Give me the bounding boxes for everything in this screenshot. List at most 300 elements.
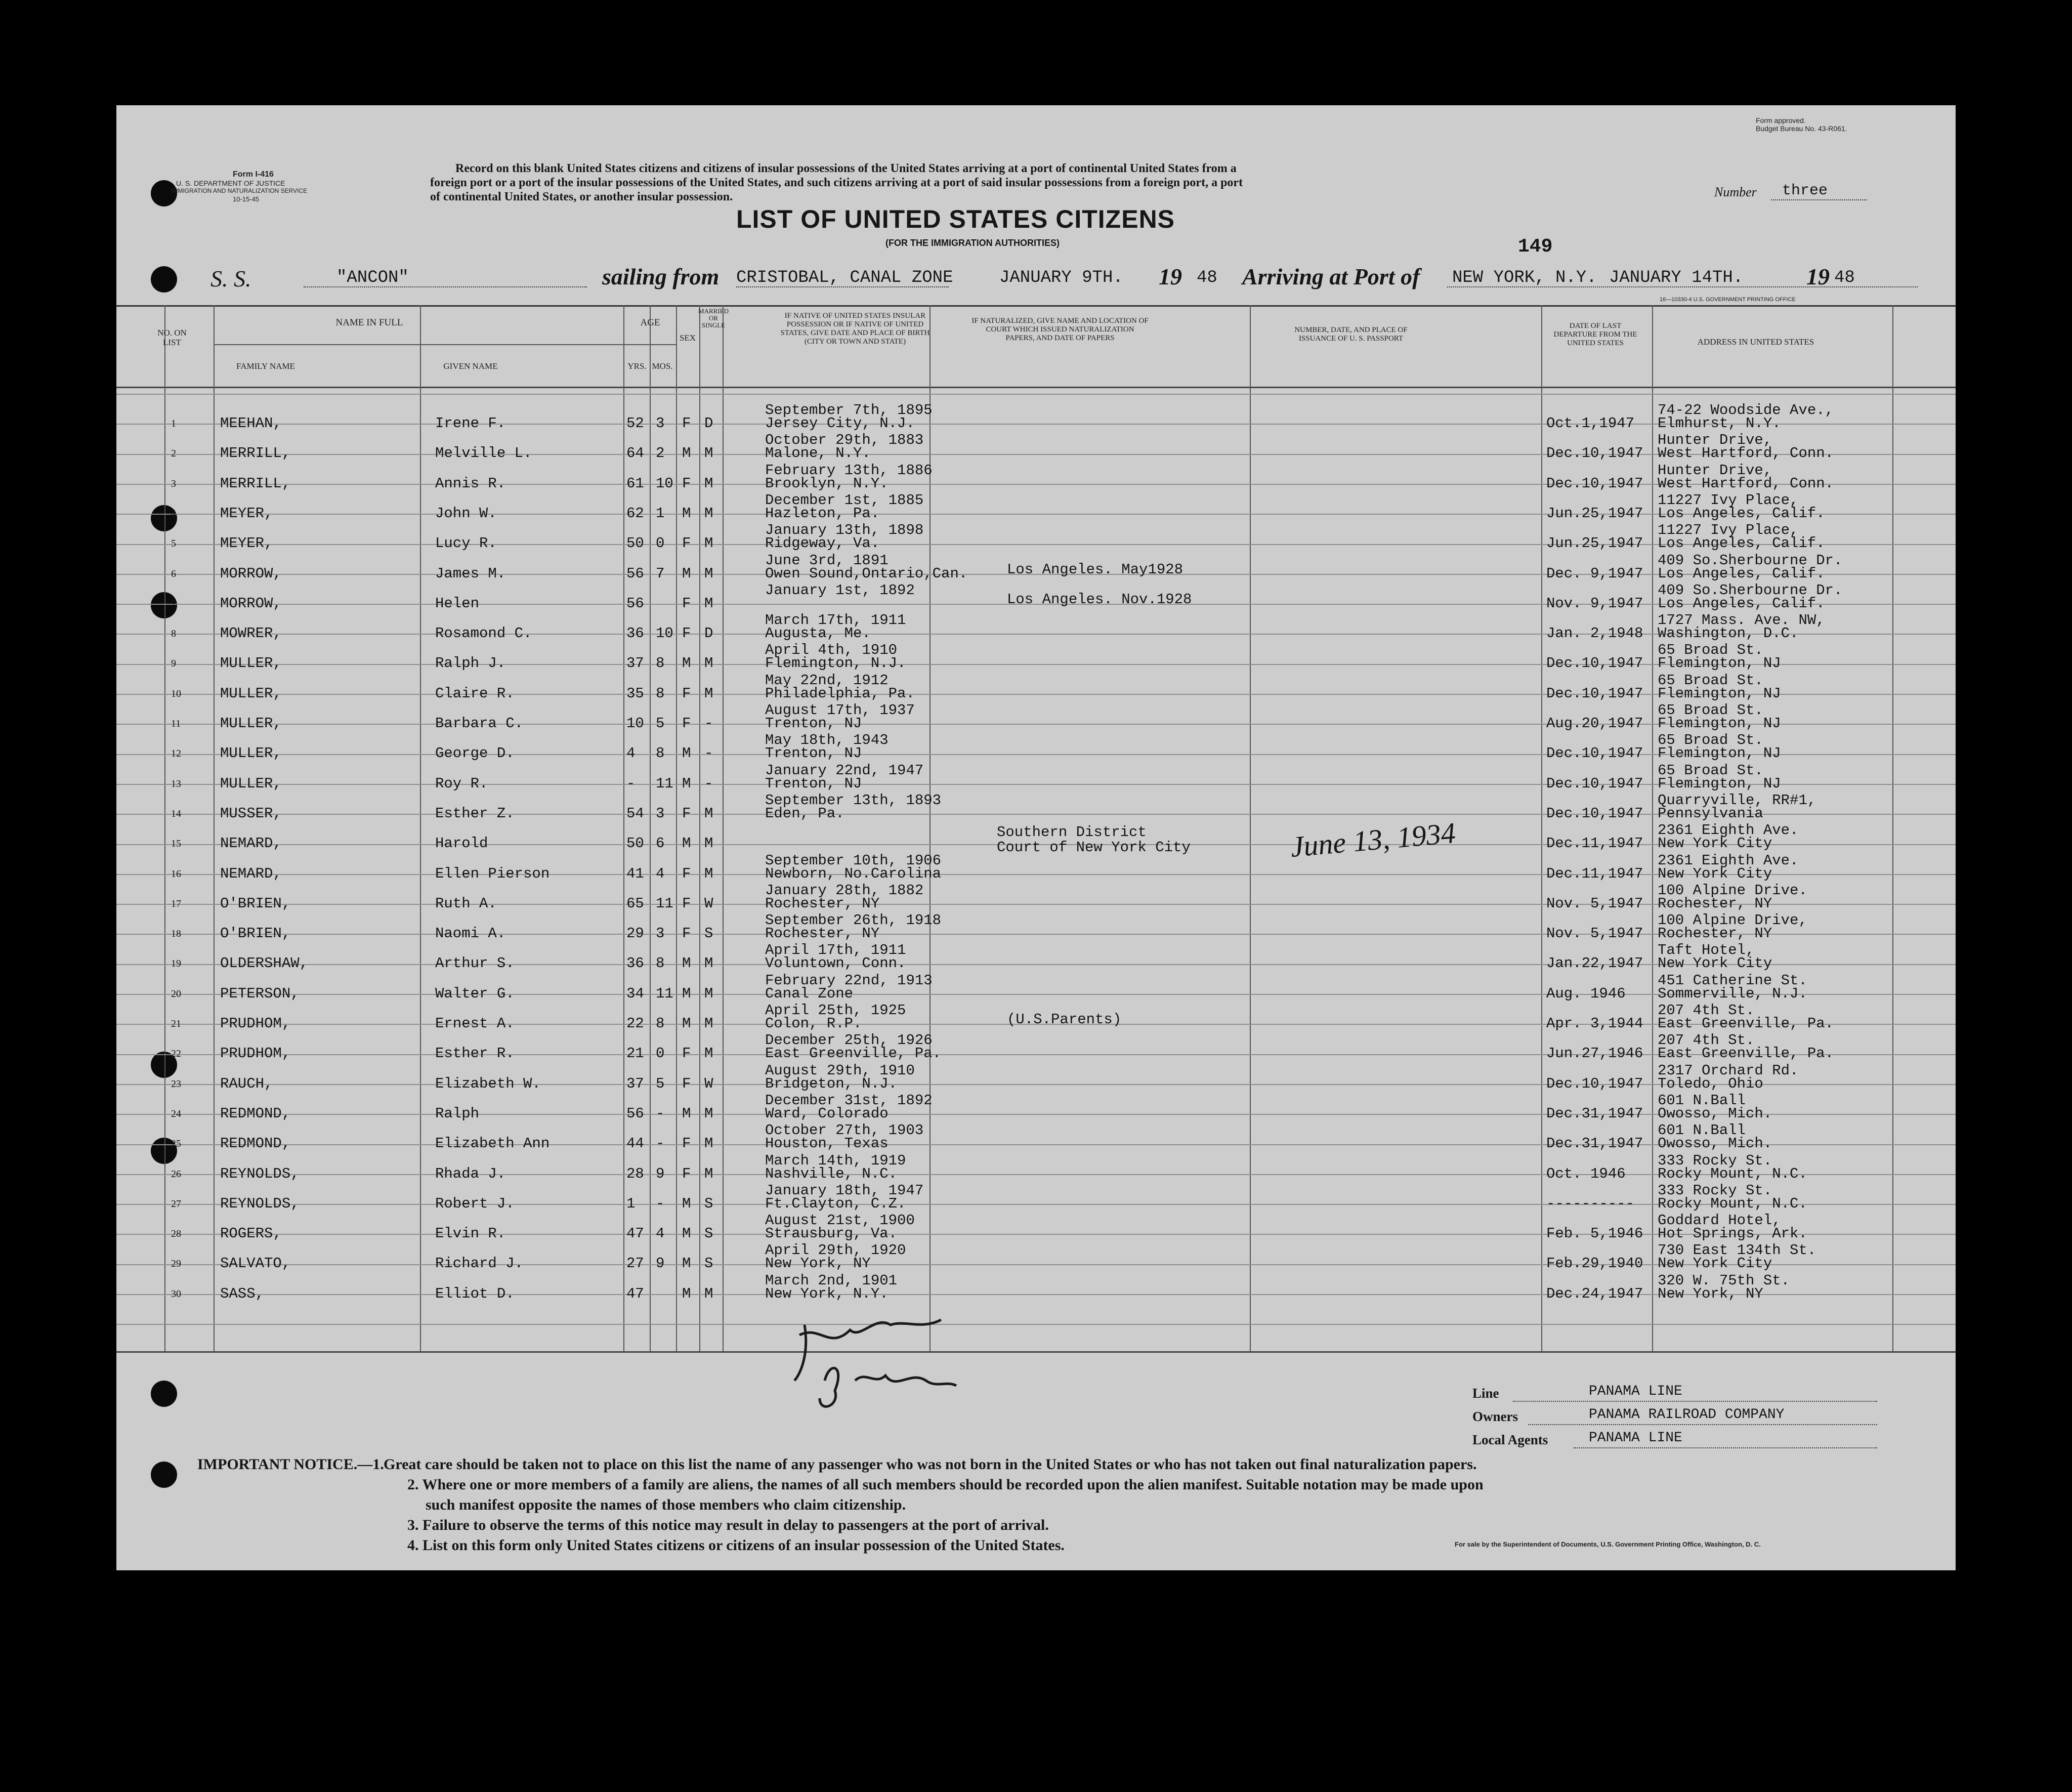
birth-date: April 4th, 1910 [765, 642, 898, 658]
age-months: 3 [656, 805, 665, 822]
ship-underline [304, 286, 587, 287]
sex: M [682, 955, 691, 972]
age-years: 36 [626, 955, 644, 972]
number-label: Number [1714, 185, 1757, 199]
row-number: 13 [171, 778, 181, 789]
family-name: MORROW, [220, 565, 282, 582]
address-city: Owosso, Mich. [1658, 1105, 1772, 1122]
row-number: 10 [171, 688, 181, 699]
departure-date: Dec.11,1947 [1546, 835, 1643, 852]
departure-date: Jan. 2,1948 [1546, 625, 1643, 642]
number-underline [1771, 199, 1867, 200]
column-divider [1892, 305, 1893, 1351]
address-city: Hot Springs, Ark. [1658, 1225, 1807, 1242]
printing-note: For sale by the Superintendent of Documents, U.S. Government Printing Office, Washington, D. C. [1455, 1540, 1761, 1548]
agents-label: Local Agents [1472, 1432, 1548, 1447]
birth-place: Eden, Pa. [765, 805, 844, 822]
marital-status: M [704, 1135, 713, 1152]
address-city: East Greenville, Pa. [1658, 1015, 1834, 1032]
sex: M [682, 835, 691, 852]
row-number: 12 [171, 748, 181, 759]
age-years: 21 [626, 1045, 644, 1062]
address-street: 2361 Eighth Ave. [1658, 822, 1799, 839]
departure-date: Dec.31,1947 [1546, 1105, 1643, 1122]
instructions-line3: of continental United States, or another insular possession. [430, 190, 733, 203]
owners-value: PANAMA RAILROAD COMPANY [1589, 1407, 1785, 1423]
address-city: West Hartford, Conn. [1658, 445, 1834, 462]
address-street: 65 Broad St. [1658, 672, 1763, 689]
marital-status: W [704, 895, 713, 912]
header-passport: NUMBER, DATE, AND PLACE OF ISSUANCE OF U. S. PASSPORT [1294, 326, 1408, 343]
row-rule [116, 394, 1956, 395]
age-months: 7 [656, 565, 665, 582]
address-street: 333 Rocky St. [1658, 1152, 1772, 1169]
age-years: 56 [626, 1105, 644, 1122]
family-name: REYNOLDS, [220, 1165, 300, 1182]
birth-date: February 22nd, 1913 [765, 972, 933, 989]
birth-place: New York, NY [765, 1255, 871, 1272]
departure-date: Jun.25,1947 [1546, 535, 1643, 552]
page-number: 149 [1518, 236, 1553, 258]
given-name: Robert J. [435, 1195, 515, 1212]
departure-date: Dec.10,1947 [1546, 655, 1643, 672]
marital-status: M [704, 835, 713, 852]
birth-place: New York, N.Y. [765, 1285, 889, 1302]
header-yrs: YRS. [627, 361, 647, 371]
address-city: Pennsylvania [1658, 805, 1763, 822]
birth-place: Bridgeton, N.J. [765, 1075, 898, 1092]
address-city: East Greenville, Pa. [1658, 1045, 1834, 1062]
marital-status: M [704, 865, 713, 882]
notice-4: 4. List on this form only United States citizens or citizens of an insular possession of the United States. [407, 1537, 1065, 1554]
age-months: 8 [656, 955, 665, 972]
notice-1: Great care should be taken not to place on this list the name of any passenger who was not born in the United States or who has not taken out final naturalization papers. [384, 1456, 1477, 1473]
header-name: NAME IN FULL [335, 317, 403, 328]
address-street: 74-22 Woodside Ave., [1658, 402, 1834, 419]
marital-status: - [704, 745, 713, 762]
sex: F [682, 1165, 691, 1182]
header-mos: MOS. [652, 361, 673, 371]
departure-date: Dec. 9,1947 [1546, 565, 1643, 582]
birth-date: January 18th, 1947 [765, 1182, 924, 1199]
age-months: 0 [656, 1045, 665, 1062]
age-months: 8 [656, 685, 665, 702]
address-street: 1727 Mass. Ave. NW, [1658, 612, 1825, 629]
birth-date: June 3rd, 1891 [765, 552, 889, 569]
family-name: MUSSER, [220, 805, 282, 822]
header-birth: IF NATIVE OF UNITED STATES INSULAR POSSESSION OR IF NATIVE OF UNITED STATES, GIVE DATE AND PLACE OF BIRTH (CITY OR TOWN AND STATE) [780, 312, 930, 346]
header-naturalized: IF NATURALIZED, GIVE NAME AND LOCATION OF COURT WHICH ISSUED NATURALIZATION PAPERS, AND DATE OF PAPERS [971, 317, 1149, 342]
address-street: 601 N.Ball [1658, 1092, 1746, 1109]
row-number: 29 [171, 1258, 181, 1269]
line-value: PANAMA LINE [1589, 1384, 1682, 1399]
departure-date: Dec.31,1947 [1546, 1135, 1643, 1152]
marital-status: M [704, 565, 713, 582]
address-street: 2361 Eighth Ave. [1658, 852, 1799, 869]
row-number: 4 [171, 508, 176, 519]
birth-place: Strausburg, Va. [765, 1225, 898, 1242]
arrival-underline [1447, 286, 1918, 287]
marital-status: M [704, 805, 713, 822]
age-months: 0 [656, 535, 665, 552]
departure-date: Dec.10,1947 [1546, 1075, 1643, 1092]
marital-status: M [704, 1165, 713, 1182]
address-street: 409 So.Sherbourne Dr. [1658, 552, 1843, 569]
given-name: George D. [435, 745, 515, 762]
birth-place: Houston, Texas [765, 1135, 889, 1152]
age-years: 1 [626, 1195, 636, 1212]
punch-hole [151, 1381, 177, 1407]
sex: M [682, 1255, 691, 1272]
address-street: Hunter Drive, [1658, 432, 1772, 448]
birth-date: August 29th, 1910 [765, 1062, 915, 1079]
printing-code: 16—10330-4 U.S. GOVERNMENT PRINTING OFFICE [1660, 297, 1796, 303]
marital-status: D [704, 625, 713, 642]
address-city: Flemington, NJ [1658, 715, 1781, 732]
birth-place: Hazleton, Pa. [765, 505, 880, 522]
marital-status: M [704, 445, 713, 462]
marital-status: D [704, 415, 713, 432]
given-name: Barbara C. [435, 715, 524, 732]
age-years: 34 [626, 985, 644, 1002]
family-name: PRUDHOM, [220, 1045, 291, 1062]
age-years: 61 [626, 475, 644, 492]
address-city: Rochester, NY [1658, 925, 1772, 942]
notice-label: IMPORTANT NOTICE.—1. [197, 1456, 384, 1473]
row-number: 5 [171, 538, 176, 549]
age-years: 36 [626, 625, 644, 642]
family-name: MEYER, [220, 535, 273, 552]
departure-date: Nov. 5,1947 [1546, 925, 1643, 942]
family-name: O'BRIEN, [220, 895, 291, 912]
family-name: MULLER, [220, 745, 282, 762]
address-street: 65 Broad St. [1658, 642, 1763, 658]
age-months: 4 [656, 865, 665, 882]
departure-date: Oct.1,1947 [1546, 415, 1635, 432]
header-family-name: FAMILY NAME [236, 361, 295, 371]
address-city: Flemington, NJ [1658, 685, 1781, 702]
marital-status: M [704, 595, 713, 612]
given-name: Elizabeth W. [435, 1075, 541, 1092]
column-divider [1250, 305, 1251, 1351]
age-years: 56 [626, 565, 644, 582]
departure-date: Jun.27,1946 [1546, 1045, 1643, 1062]
birth-date: April 25th, 1925 [765, 1002, 906, 1019]
given-name: Elliot D. [435, 1285, 515, 1302]
family-name: MEEHAN, [220, 415, 282, 432]
birth-date: May 18th, 1943 [765, 732, 889, 748]
family-name: REYNOLDS, [220, 1195, 300, 1212]
arrival-year-suffix: 48 [1834, 268, 1855, 287]
marital-status: S [704, 1255, 713, 1272]
header-address: ADDRESS IN UNITED STATES [1697, 337, 1814, 347]
birth-date: October 27th, 1903 [765, 1122, 924, 1139]
sex: F [682, 595, 691, 612]
sex: M [682, 745, 691, 762]
departure-date: Dec.10,1947 [1546, 475, 1643, 492]
agents-value: PANAMA LINE [1589, 1430, 1682, 1446]
birth-place: Canal Zone [765, 985, 854, 1002]
form-id: Form I-416 [233, 170, 274, 179]
birth-place: Brooklyn, N.Y. [765, 475, 889, 492]
departure-date: Oct. 1946 [1546, 1165, 1626, 1182]
age-months: - [656, 1135, 665, 1152]
departure-date: Dec.10,1947 [1546, 445, 1643, 462]
family-name: PRUDHOM, [220, 1015, 291, 1032]
birth-place: Jersey City, N.J. [765, 415, 915, 432]
age-months: 8 [656, 655, 665, 672]
service: IMMIGRATION AND NATURALIZATION SERVICE [171, 187, 308, 194]
address-street: 730 East 134th St. [1658, 1242, 1816, 1259]
address-city: Rochester, NY [1658, 895, 1772, 912]
sailing-from-underline [736, 286, 949, 287]
sex: M [682, 655, 691, 672]
address-street: 207 4th St. [1658, 1002, 1755, 1019]
address-city: West Hartford, Conn. [1658, 475, 1834, 492]
age-years: 56 [626, 595, 644, 612]
birth-place: Trenton, NJ [765, 715, 862, 732]
address-street: 333 Rocky St. [1658, 1182, 1772, 1199]
age-months: 1 [656, 505, 665, 522]
address-street: 65 Broad St. [1658, 702, 1763, 719]
column-divider [420, 305, 421, 1351]
family-name: MERRILL, [220, 475, 291, 492]
departure-date: ---------- [1546, 1195, 1635, 1212]
given-name: Lucy R. [435, 535, 497, 552]
table-bottom-border [116, 1351, 1956, 1353]
age-months: 4 [656, 1225, 665, 1242]
family-name: MULLER, [220, 775, 282, 792]
age-months: 10 [656, 625, 673, 642]
sex: M [682, 1285, 691, 1302]
birth-place: East Greenville, Pa. [765, 1045, 942, 1062]
sex: M [682, 565, 691, 582]
birth-date: February 13th, 1886 [765, 462, 933, 479]
sex: M [682, 1015, 691, 1032]
address-street: 100 Alpine Drive, [1658, 912, 1807, 929]
sailing-date: JANUARY 9TH. [999, 268, 1123, 287]
row-number: 24 [171, 1108, 181, 1119]
birth-date: December 25th, 1926 [765, 1032, 933, 1049]
family-name: RAUCH, [220, 1075, 273, 1092]
row-number: 9 [171, 658, 176, 669]
sex: M [682, 505, 691, 522]
birth-date: October 29th, 1883 [765, 432, 924, 448]
family-name: MULLER, [220, 655, 282, 672]
address-city: Owosso, Mich. [1658, 1135, 1772, 1152]
marital-status: M [704, 1285, 713, 1302]
naturalization-court: Los Angeles. Nov.1928 [1007, 591, 1192, 608]
birth-place: Ward, Colorado [765, 1105, 889, 1122]
family-name: MORROW, [220, 595, 282, 612]
age-years: 50 [626, 535, 644, 552]
age-years: 29 [626, 925, 644, 942]
departure-date: Aug.20,1947 [1546, 715, 1643, 732]
row-number: 6 [171, 568, 176, 579]
row-number: 2 [171, 448, 176, 459]
given-name: Rhada J. [435, 1165, 506, 1182]
instructions-line1: Record on this blank United States citizens and citizens of insular possessions of the United States arriving at a port of continental United States from a [455, 162, 1237, 175]
address-city: Los Angeles, Calif. [1658, 595, 1825, 612]
birth-date: April 29th, 1920 [765, 1242, 906, 1259]
birth-place: Rochester, NY [765, 925, 880, 942]
age-years: 52 [626, 415, 644, 432]
given-name: Annis R. [435, 475, 506, 492]
departure-date: Nov. 9,1947 [1546, 595, 1643, 612]
address-street: Quarryville, RR#1, [1658, 792, 1816, 809]
sailing-from: CRISTOBAL, CANAL ZONE [736, 268, 953, 287]
budget-bureau: Budget Bureau No. 43-R061. [1756, 124, 1847, 133]
given-name: Naomi A. [435, 925, 506, 942]
sex: M [682, 1225, 691, 1242]
handwritten-passport-date: June 13, 1934 [1289, 816, 1457, 864]
age-months: 2 [656, 445, 665, 462]
age-months: 5 [656, 1075, 665, 1092]
family-name: OLDERSHAW, [220, 955, 309, 972]
address-city: New York City [1658, 835, 1772, 852]
address-street: 11227 Ivy Place, [1658, 522, 1799, 538]
column-divider [1652, 305, 1653, 1351]
departure-date: Feb. 5,1946 [1546, 1225, 1643, 1242]
row-number: 22 [171, 1048, 181, 1059]
column-divider [623, 305, 624, 1351]
birth-date: January 13th, 1898 [765, 522, 924, 538]
arrival-port: NEW YORK, N.Y. [1452, 268, 1597, 287]
age-years: 47 [626, 1225, 644, 1242]
departure-date: Aug. 1946 [1546, 985, 1626, 1002]
address-city: Flemington, NJ [1658, 775, 1781, 792]
row-number: 16 [171, 868, 181, 880]
address-city: Washington, D.C. [1658, 625, 1799, 642]
birth-place: Augusta, Me. [765, 625, 871, 642]
marital-status: S [704, 1195, 713, 1212]
birth-place: Ft.Clayton, C.Z. [765, 1195, 906, 1212]
age-years: 35 [626, 685, 644, 702]
marital-status: S [704, 1225, 713, 1242]
age-years: 22 [626, 1015, 644, 1032]
birth-date: September 26th, 1918 [765, 912, 942, 929]
owners-label: Owners [1472, 1409, 1518, 1424]
notice-3: 3. Failure to observe the terms of this notice may result in delay to passengers at the port of arrival. [407, 1517, 1049, 1533]
age-years: 54 [626, 805, 644, 822]
given-name: Irene F. [435, 415, 506, 432]
family-name: O'BRIEN, [220, 925, 291, 942]
row-number: 26 [171, 1169, 181, 1180]
age-months: 6 [656, 835, 665, 852]
birth-date: August 17th, 1937 [765, 702, 915, 719]
row-number: 3 [171, 478, 176, 489]
row-number: 21 [171, 1018, 181, 1029]
row-number: 8 [171, 628, 176, 639]
sex: M [682, 775, 691, 792]
address-city: New York City [1658, 955, 1772, 972]
form-approval: Form approved. [1756, 116, 1806, 124]
sailing-year-prefix: 19 [1159, 264, 1182, 289]
line-underline [1513, 1401, 1877, 1402]
given-name: Roy R. [435, 775, 488, 792]
departure-date: Dec.11,1947 [1546, 865, 1643, 882]
departure-date: Feb.29,1940 [1546, 1255, 1643, 1272]
birth-date: September 10th, 1906 [765, 852, 942, 869]
birth-date: December 1st, 1885 [765, 492, 924, 509]
row-number: 11 [171, 718, 181, 729]
given-name: Melville L. [435, 445, 532, 462]
given-name: Walter G. [435, 985, 515, 1002]
given-name: Esther R. [435, 1045, 515, 1062]
birth-place: Voluntown, Conn. [765, 955, 906, 972]
given-name: Harold [435, 835, 488, 852]
marital-status: M [704, 655, 713, 672]
address-street: Hunter Drive, [1658, 462, 1772, 479]
birth-place: Owen Sound,Ontario,Can. [765, 565, 968, 582]
marital-status: M [704, 1015, 713, 1032]
owners-underline [1528, 1424, 1877, 1425]
instructions-line2: foreign port or a port of the insular possessions of the United States, and such citizens arriving at a port of said insular possessions from a foreign port, a port [430, 176, 1243, 189]
age-subdivider [623, 344, 676, 345]
address-street: 207 4th St. [1658, 1032, 1755, 1049]
age-months: - [656, 1195, 665, 1212]
birth-date: August 21st, 1900 [765, 1212, 915, 1229]
age-months: 3 [656, 925, 665, 942]
family-name: NEMARD, [220, 835, 282, 852]
given-name: Ralph [435, 1105, 480, 1122]
departure-date: Jun.25,1947 [1546, 505, 1643, 522]
address-street: 409 So.Sherbourne Dr. [1658, 582, 1843, 599]
birth-date: May 22nd, 1912 [765, 672, 889, 689]
birth-date: December 31st, 1892 [765, 1092, 933, 1109]
address-city: Los Angeles, Calif. [1658, 535, 1825, 552]
header-no: NO. ON LIST [157, 328, 187, 347]
address-city: Los Angeles, Calif. [1658, 505, 1825, 522]
departure-date: Dec.10,1947 [1546, 745, 1643, 762]
row-number: 20 [171, 988, 181, 999]
manifest-page [116, 105, 1956, 1570]
address-city: Los Angeles, Calif. [1658, 565, 1825, 582]
birth-place: Nashville, N.C. [765, 1165, 898, 1182]
sex: F [682, 535, 691, 552]
age-months: 11 [656, 775, 673, 792]
birth-place: Trenton, NJ [765, 775, 862, 792]
address-street: 65 Broad St. [1658, 732, 1763, 748]
age-years: 37 [626, 1075, 644, 1092]
header-sex: SEX [679, 333, 696, 343]
column-divider [650, 305, 651, 1351]
age-years: 44 [626, 1135, 644, 1152]
birth-place: Ridgeway, Va. [765, 535, 880, 552]
age-months: 5 [656, 715, 665, 732]
column-divider [164, 305, 165, 1351]
marital-status: M [704, 985, 713, 1002]
sex: F [682, 865, 691, 882]
marital-status: M [704, 685, 713, 702]
sex: F [682, 1075, 691, 1092]
marital-status: M [704, 1045, 713, 1062]
row-number: 18 [171, 928, 181, 939]
birth-place: Colon, R.P. [765, 1015, 862, 1032]
birth-place: Newborn, No.Carolina [765, 865, 942, 882]
column-divider [1541, 305, 1542, 1351]
age-years: 50 [626, 835, 644, 852]
arrival-year-prefix: 19 [1806, 264, 1830, 289]
age-years: - [626, 775, 636, 792]
row-number: 15 [171, 838, 181, 849]
address-street: 320 W. 75th St. [1658, 1272, 1790, 1289]
given-name: Ralph J. [435, 655, 506, 672]
header-age: AGE [640, 317, 660, 328]
marital-status: - [704, 775, 713, 792]
column-divider [676, 305, 677, 1351]
departure-date: Jan.22,1947 [1546, 955, 1643, 972]
